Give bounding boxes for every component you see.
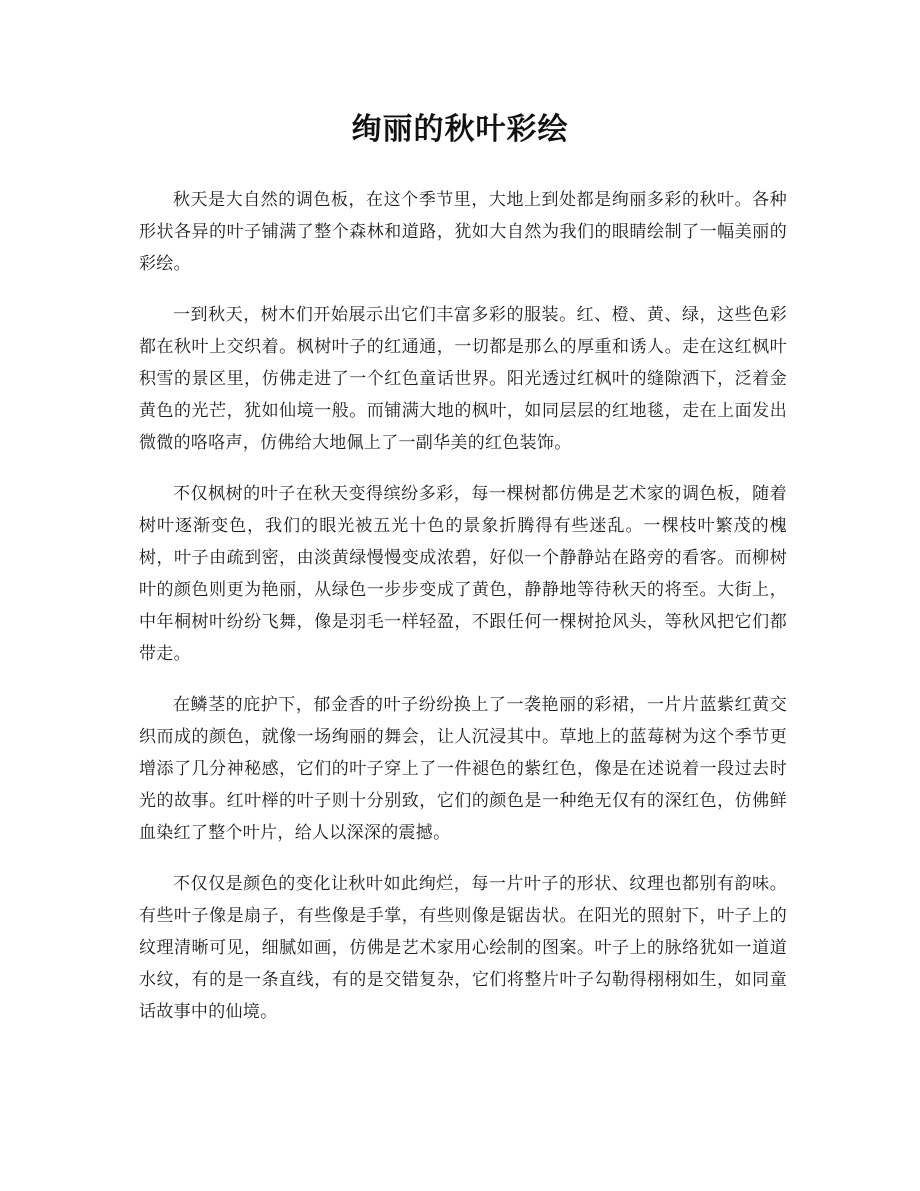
paragraph: 不仅枫树的叶子在秋天变得缤纷多彩，每一棵树都仿佛是艺术家的调色板，随着树叶逐渐变色，我们的眼光被五光十色的景象折腾得有些迷乱。一棵枝叶繁茂的槐树，叶子由疏到密，由淡黄绿慢慢变成浓碧，好似一个静静站在路旁的看客。而柳树叶的颜色则更为艳丽，从绿色一步步变成了黄色，静静地等待秋天的将至。大街上，中年桐树叶纷纷飞舞，像是羽毛一样轻盈，不跟任何一棵树抢风头，等秋风把它们都带走。 [139, 484, 787, 664]
paragraph: 不仅仅是颜色的变化让秋叶如此绚烂，每一片叶子的形状、纹理也都别有韵味。有些叶子像是扇子，有些像是手掌，有些则像是锯齿状。在阳光的照射下，叶子上的纹理清晰可见，细腻如画，仿佛是艺术家用心绘制的图案。叶子上的脉络犹如一道道水纹，有的是一条直线，有的是交错复杂，它们将整片叶子勾勒得栩栩如生，如同童话故事中的仙境。 [139, 874, 787, 1022]
paragraph: 一到秋天，树木们开始展示出它们丰富多彩的服装。红、橙、黄、绿，这些色彩都在秋叶上交织着。枫树叶子的红通通，一切都是那么的厚重和诱人。走在这红枫叶积雪的景区里，仿佛走进了一个红色童话世界。阳光透过红枫叶的缝隙洒下，泛着金黄色的光芒，犹如仙境一般。而铺满大地的枫叶，如同层层的红地毯，走在上面发出微微的咯咯声，仿佛给大地佩上了一副华美的红色装饰。 [139, 305, 787, 453]
document-title: 绚丽的秋叶彩绘 [351, 112, 569, 147]
paragraph: 秋天是大自然的调色板，在这个季节里，大地上到处都是绚丽多彩的秋叶。各种形状各异的叶子铺满了整个森林和道路，犹如大自然为我们的眼睛绘制了一幅美丽的彩绘。 [139, 190, 787, 274]
paragraph: 在鳞茎的庇护下，郁金香的叶子纷纷换上了一袭艳丽的彩裙，一片片蓝紫红黄交织而成的颜色，就像一场绚丽的舞会，让人沉浸其中。草地上的蓝莓树为这个季节更增添了几分神秘感，它们的叶子穿上了一件褪色的紫红色，像是在述说着一段过去时光的故事。红叶榉的叶子则十分别致，它们的颜色是一种绝无仅有的深红色，仿佛鲜血染红了整个叶片，给人以深深的震撼。 [139, 695, 787, 843]
document-body [139, 184, 787, 1047]
